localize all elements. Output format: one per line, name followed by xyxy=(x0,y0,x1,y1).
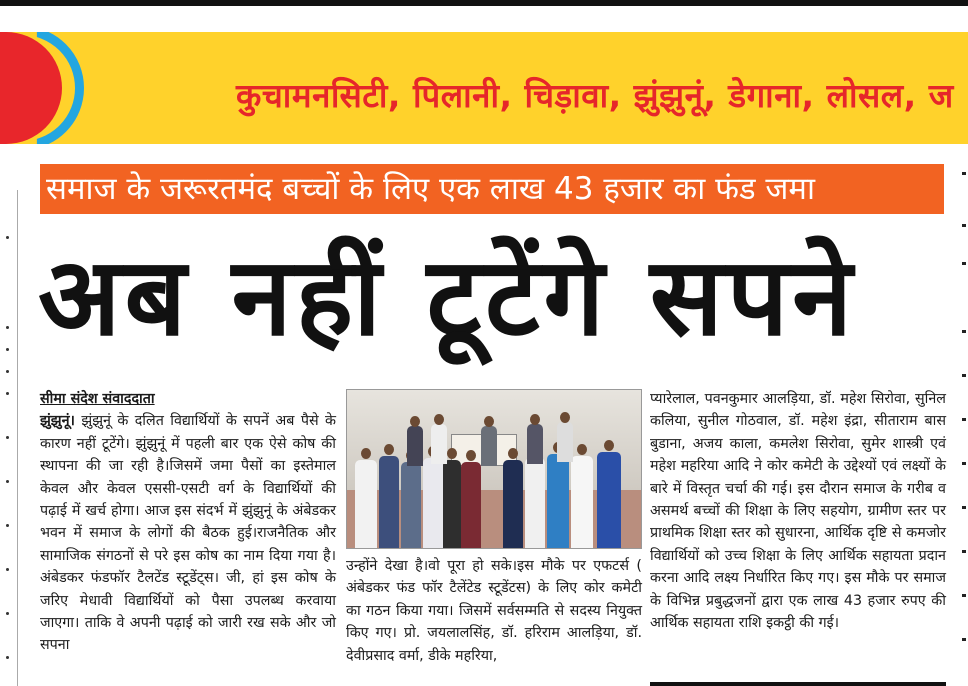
article-dateline: झुंझुनूं। xyxy=(40,413,75,430)
article-column-1-text: झुंझुनूं के दलित विद्यार्थियों के सपनें अब पैसे के कारण नहीं टूटेंगे। झुंझुनूं में पहली बार एक ऐसे कोष की स्थापना की जा रही है।जिसमें जमा पैसों का इस्तेमाल केवल और केवल एससी-एसटी वर्ग के विद्यार्थियों की पढ़ाई में खर्च होगा। आज इस संदर्भ में झुंझुनूं के अंबेडकर भवन में समाज के लोगों की बैठक हुई।राजनैतिक और सामाजिक संगठनों से परे इस कोष का नाम दिया गया है। अंबेडकर फंडफॉर टैलटेंड स्टूडेंट्स। जी, हां इस कोष के जरिए मेधावी विद्यार्थियों को पैसा उपलब्ध करवाया जाएगा। ताकि वे अपनी पढ़ाई को जारी रख सके और जो सपना xyxy=(40,413,336,654)
article-kicker: समाज के जरूरतमंद बच्चों के लिए एक लाख 43 हजार का फंड जमा xyxy=(40,164,944,214)
article-column-2: उन्होंने देखा है।वो पूरा हो सके।इस मौके पर एफटर्स ( अंबेडकर फंड फॉर टैलेंटेड स्टूडेंटस) के लिए कोर कमेटी का गठन किया गया। जिसमें सर्वसम्मति से सदस्य नियुक्त किए गए। प्रो. जयलालसिंह, डॉ. हरिराम आलड़िया, डॉ. देवीप्रसाद वर्मा, डीके महरिया, xyxy=(346,558,642,664)
masthead-band xyxy=(0,32,968,144)
article-column-3: प्यारेलाल, पवनकुमार आलड़िया, डॉ. महेश सिरोवा, सुनिल कलिया, सुनील गोठवाल, डॉ. महेश इंद्रा, सीताराम बास बुडाना, अजय काला, कमलेश सिरोवा, सुमेर शास्त्री एवं महेश महरिया आदि ने कोर कमेटी के उद्देश्यों एवं लक्ष्यों के बारे में विस्तृत चर्चा की गई। इस दौरान समाज के गरीब व असमर्थ बच्चों की शिक्षा के लिए सहयोग, ग्रामीण स्तर पर प्राथमिक शिक्षा स्तर को सुधारना, आर्थिक दृष्टि से कमजोर विद्यार्थियों को उच्च शिक्षा के लिए आर्थिक सहायता प्रदान करना आदि लक्ष्य निर्धारित किए गए। इस मौके पर समाज के विभिन्न प्रबुद्धजनों द्वारा एक लाख 43 हजार रुपए की आर्थिक सहायता राशि इकट्ठी की गई। xyxy=(650,391,946,632)
masthead-cities: कुचामनसिटी, पिलानी, चिड़ावा, झुंझुनूं, डेगाना, लोसल, ज xyxy=(236,76,954,115)
article-headline: अब नहीं टूटेंगे सपने xyxy=(38,235,857,360)
bottom-rule xyxy=(650,682,946,686)
group-photo xyxy=(346,389,642,549)
article-column-1 xyxy=(40,388,336,657)
article-byline: सीमा संदेश संवाददाता xyxy=(40,391,155,407)
left-column-edge xyxy=(0,190,18,686)
right-column-edge xyxy=(960,160,968,680)
top-black-rule xyxy=(0,0,968,32)
